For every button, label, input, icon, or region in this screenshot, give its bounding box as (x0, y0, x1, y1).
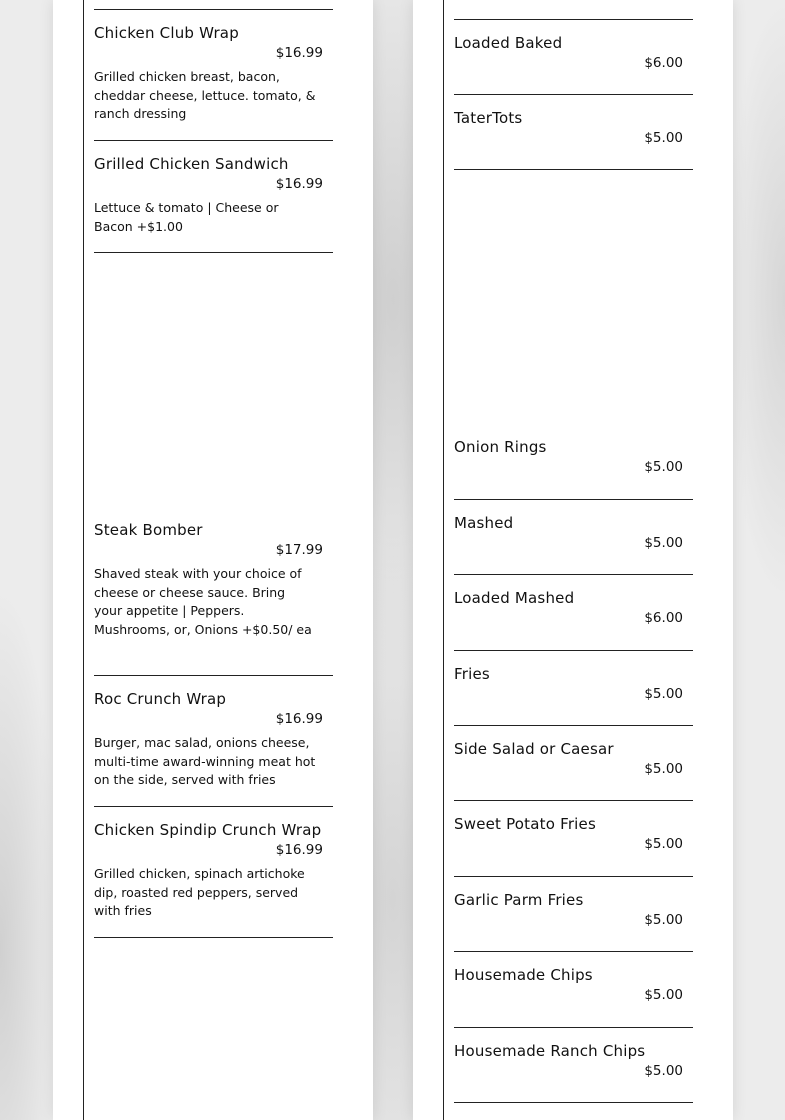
item-price: $5.00 (644, 836, 683, 852)
menu-item-side-salad-or-caesar (454, 739, 693, 801)
item-name: TaterTots (454, 109, 523, 127)
item-name: Garlic Parm Fries (454, 891, 584, 909)
item-name: Mashed (454, 514, 514, 532)
menu-page-left (53, 0, 373, 1120)
menu-item-fries (454, 664, 693, 726)
menu-item-onion-rings (454, 437, 693, 500)
right-menu-column (443, 0, 694, 1120)
menu-item-garlic-parm-fries (454, 890, 693, 952)
item-price: $16.99 (275, 711, 323, 727)
left-menu-column (83, 0, 334, 1120)
menu-item-sweet-potato-fries (454, 814, 693, 877)
menu-item-housemade-chips (454, 965, 693, 1028)
item-price: $6.00 (644, 610, 683, 626)
menu-item-tatertots (454, 108, 693, 170)
item-price: $5.00 (644, 987, 683, 1003)
item-price: $5.00 (644, 535, 683, 551)
item-name: Loaded Mashed (454, 589, 575, 607)
menu-item-steak-bomber (94, 520, 333, 676)
menu-item-mashed (454, 513, 693, 575)
item-description: Burger, mac salad, onions cheese, multi-time award-winning meat hot on the side, served with fries (94, 735, 316, 787)
item-price: $17.99 (275, 542, 323, 558)
item-price: $5.00 (644, 459, 683, 475)
item-name: Steak Bomber (94, 521, 203, 539)
item-price: $6.00 (644, 55, 683, 71)
item-name: Loaded Baked (454, 34, 563, 52)
item-price: $16.99 (275, 842, 323, 858)
item-description: Grilled chicken breast, bacon, cheddar cheese, lettuce. tomato, & ranch dressing (94, 69, 316, 121)
menu-item-chicken-spindip-crunch-wrap (94, 820, 333, 938)
divider (454, 19, 693, 20)
item-description: Lettuce & tomato | Cheese or Bacon +$1.00 (94, 200, 279, 234)
item-description: Shaved steak with your choice of cheese or cheese sauce. Bring your appetite | Peppers. Mushrooms, or, Onions +$0.50/ ea (94, 566, 312, 637)
item-name: Housemade Chips (454, 966, 593, 984)
item-price: $5.00 (644, 761, 683, 777)
menu-item-chicken-club-wrap (94, 23, 333, 141)
menu-item-loaded-baked (454, 33, 693, 95)
menu-item-housemade-ranch-chips (454, 1041, 693, 1103)
item-price: $5.00 (644, 912, 683, 928)
item-price: $5.00 (644, 686, 683, 702)
divider (94, 9, 333, 10)
item-price: $5.00 (644, 130, 683, 146)
item-price: $5.00 (644, 1063, 683, 1079)
item-name: Chicken Spindip Crunch Wrap (94, 821, 322, 839)
menu-item-loaded-mashed (454, 588, 693, 651)
item-price: $16.99 (275, 45, 323, 61)
item-name: Onion Rings (454, 438, 547, 456)
menu-page-right (413, 0, 733, 1120)
item-name: Fries (454, 665, 490, 683)
item-name: Housemade Ranch Chips (454, 1042, 646, 1060)
item-description: Grilled chicken, spinach artichoke dip, roasted red peppers, served with fries (94, 866, 305, 918)
item-name: Side Salad or Caesar (454, 740, 614, 758)
item-name: Roc Crunch Wrap (94, 690, 227, 708)
item-name: Chicken Club Wrap (94, 24, 239, 42)
menu-item-grilled-chicken-sandwich (94, 154, 333, 253)
menu-item-roc-crunch-wrap (94, 689, 333, 807)
item-name: Sweet Potato Fries (454, 815, 596, 833)
item-price: $16.99 (275, 176, 323, 192)
item-name: Grilled Chicken Sandwich (94, 155, 289, 173)
